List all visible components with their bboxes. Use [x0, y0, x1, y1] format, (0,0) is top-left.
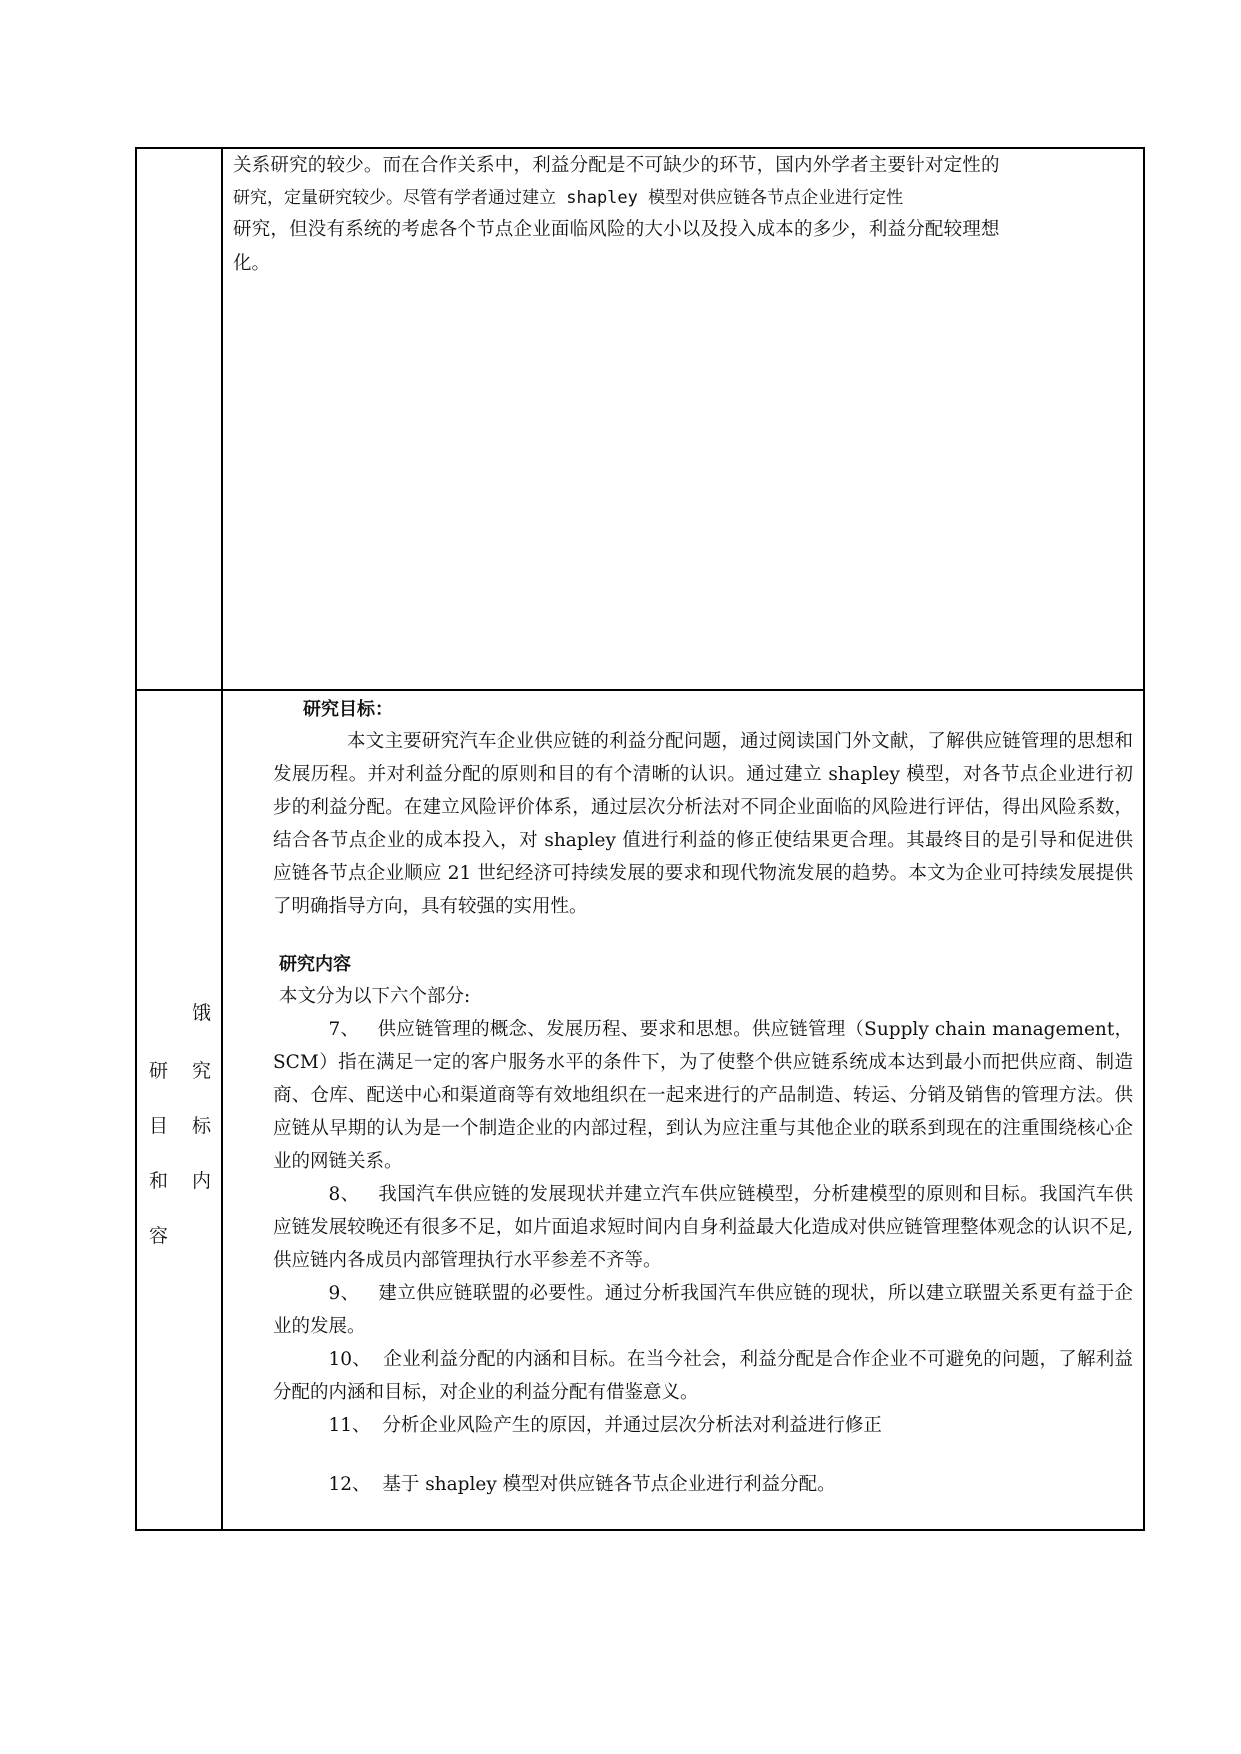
label-char: 标	[192, 1115, 212, 1137]
item-text: 分析企业风险产生的原因，并通过层次分析法对利益进行修正	[382, 1415, 882, 1436]
text-line: 研究，定量研究较少。尽管有学者通过建立 shapley 模型对供应链各节点企业进行定性	[233, 188, 904, 208]
label-char: 研	[149, 1060, 169, 1082]
label-char: 和	[149, 1170, 169, 1192]
item-text: 企业利益分配的内涵和目标。在当今社会，利益分配是合作企业不可避免的问题，了解利益分配的内涵和目标，对企业的利益分配有借鉴意义。	[273, 1349, 1133, 1403]
item-text: 建立供应链联盟的必要性。通过分析我国汽车供应链的现状，所以建立联盟关系更有益于企业的发展。	[273, 1283, 1133, 1337]
goals-content-cell	[222, 690, 1144, 1530]
label-char: 究	[192, 1060, 212, 1082]
item-number: 10、	[328, 1349, 372, 1370]
text-line: 化。	[233, 253, 271, 274]
item-number: 11、	[328, 1415, 371, 1436]
label-char: 饿	[192, 1002, 212, 1024]
item-text: 我国汽车供应链的发展现状并建立汽车供应链模型，分析建模型的原则和目标。我国汽车供应链发展较晚还有很多不足，如片面追求短时间内自身利益最大化造成对供应链管理整体观念的认识不足,供应链内各成员内部管理执行水平参差不齐等。	[273, 1184, 1133, 1271]
label-char: 目	[149, 1115, 169, 1137]
label-cell-empty	[136, 148, 222, 690]
item-text: 供应链管理的概念、发展历程、要求和思想。供应链管理（Supply chain management，SCM）指在满足一定的客户服务水平的条件下，为了使整个供应链系统成本达到最小而把供应商、制造商、仓库、配送中心和渠道商等有效地组织在一起来进行的产品制造、转运、分销及销售的管理方法。供应链从早期的认为是一个制造企业的内部过程，到认为应注重与其他企业的联系到现在的注重围绕核心企业的网链关系。	[273, 1019, 1133, 1172]
vertical-section-label	[137, 691, 221, 1529]
section-label-cell	[136, 690, 222, 1530]
content-intro: 本文分为以下六个部分:	[279, 986, 471, 1007]
table-row	[136, 148, 1144, 690]
list-item	[273, 1409, 1133, 1442]
list-item	[273, 1277, 1133, 1343]
literature-cell	[222, 148, 1144, 690]
goal-heading: 研究目标：	[303, 699, 393, 720]
proposal-table	[135, 147, 1145, 1531]
table-row	[136, 690, 1144, 1530]
list-item	[273, 1178, 1133, 1277]
label-char: 内	[192, 1170, 212, 1192]
list-item	[273, 1343, 1133, 1409]
item-text: 基于 shapley 模型对供应链各节点企业进行利益分配。	[382, 1474, 836, 1495]
item-number: 8、	[328, 1184, 360, 1205]
text-line: 研究，但没有系统的考虑各个节点企业面临风险的大小以及投入成本的多少，利益分配较理想	[233, 219, 1000, 240]
item-number: 12、	[328, 1474, 371, 1495]
list-item	[273, 1013, 1133, 1178]
content-heading: 研究内容	[279, 954, 351, 975]
label-char: 容	[149, 1225, 169, 1247]
text-line: 关系研究的较少。而在合作关系中，利益分配是不可缺少的环节，国内外学者主要针对定性的	[233, 155, 1000, 176]
item-number: 9、	[328, 1283, 360, 1304]
item-number: 7、	[328, 1019, 360, 1040]
goal-paragraph: 本文主要研究汽车企业供应链的利益分配问题，通过阅读国门外文献，了解供应链管理的思想和发展历程。并对利益分配的原则和目的有个清晰的认识。通过建立 shapley 模型，对各节点企业进行初步的利益分配。在建立风险评价体系，通过层次分析法对不同企业面临的风险进行评估，得出风险系数，结合各节点企业的成本投入，对 shapley 值进行利益的修正使结果更合理。其最终目的是引导和促进供应链各节点企业顺应 21 世纪经济可持续发展的要求和现代物流发展的趋势。本文为企业可持续发展提供了明确指导方向，具有较强的实用性。	[273, 731, 1133, 917]
list-item	[273, 1468, 1133, 1501]
